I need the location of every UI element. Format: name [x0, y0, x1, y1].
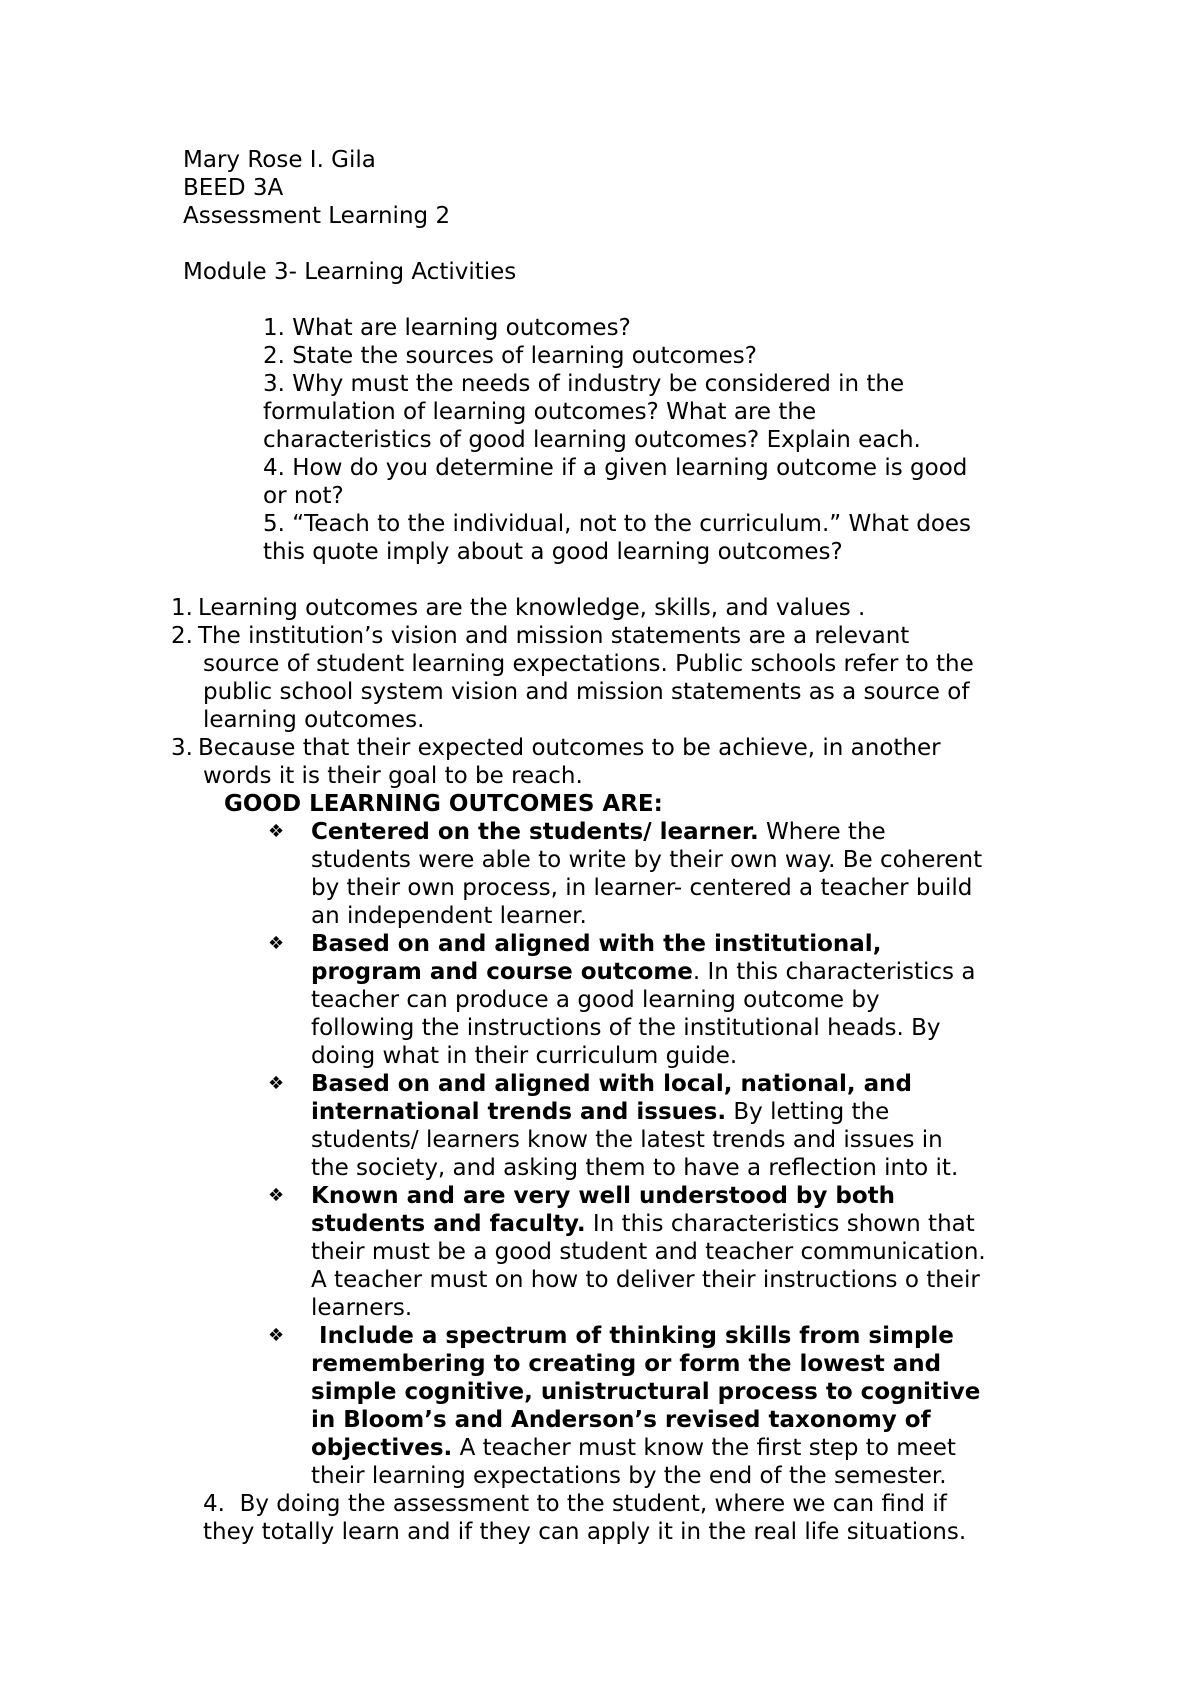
bullet-3-line-2: international trends and issues. By letting the [311, 1099, 890, 1125]
bullet-1-line-2: students were able to write by their own way. Be coherent [311, 847, 983, 873]
answer-2-line-4: learning outcomes. [203, 707, 425, 733]
bullet-4-line-5: learners. [311, 1295, 413, 1321]
bullet-5-line-4: in Bloom’s and Anderson’s revised taxonomy of [311, 1407, 931, 1433]
bullet-4-line-1: Known and are very well understood by both [311, 1183, 896, 1209]
diamond-bullet-icon: ❖ [268, 933, 285, 954]
question-3-line-2: formulation of learning outcomes? What are the [263, 399, 817, 425]
bullet-2-line-3: teacher can produce a good learning outcome by [311, 987, 880, 1013]
bullet-4-line-2: students and faculty. In this characteristics shown that [311, 1211, 975, 1237]
diamond-bullet-icon: ❖ [268, 1325, 285, 1346]
answer-1-line-1: Learning outcomes are the knowledge, skills, and values . [198, 595, 866, 621]
question-5-line-2: this quote imply about a good learning outcomes? [263, 539, 843, 565]
bullet-2-line-4: following the instructions of the institutional heads. By [311, 1015, 941, 1041]
question-1: 1. What are learning outcomes? [263, 315, 631, 341]
bullet-5-line-3: simple cognitive, unistructural process to cognitive [311, 1379, 981, 1405]
bullet-2-line-5: doing what in their curriculum guide. [311, 1043, 738, 1069]
answer-2-number: 2. [171, 623, 193, 649]
answer-4-line-1: 4. By doing the assessment to the student, where we can find if [203, 1491, 947, 1517]
question-2: 2. State the sources of learning outcomes? [263, 343, 757, 369]
answer-3-line-2: words it is their goal to be reach. [203, 763, 583, 789]
answer-1-number: 1. [171, 595, 193, 621]
student-section: BEED 3A [183, 175, 284, 201]
diamond-bullet-icon: ❖ [268, 1185, 285, 1206]
bullet-1-line-3: by their own process, in learner- centered a teacher build [311, 875, 973, 901]
answer-4-line-2: they totally learn and if they can apply it in the real life situations. [203, 1519, 967, 1545]
question-4-line-2: or not? [263, 483, 344, 509]
diamond-bullet-icon: ❖ [268, 1073, 285, 1094]
bullet-3-line-1: Based on and aligned with local, national, and [311, 1071, 912, 1097]
answer-2-line-2: source of student learning expectations. Public schools refer to the [203, 651, 974, 677]
course-title: Assessment Learning 2 [183, 203, 451, 229]
bullet-2-line-1: Based on and aligned with the institutional, [311, 931, 882, 957]
bullet-4-line-3: their must be a good student and teacher communication. [311, 1239, 986, 1265]
question-3-line-3: characteristics of good learning outcomes? Explain each. [263, 427, 921, 453]
answer-3-line-1: Because that their expected outcomes to be achieve, in another [198, 735, 941, 761]
bullet-5-line-1: Include a spectrum of thinking skills from simple [311, 1323, 954, 1349]
student-name: Mary Rose I. Gila [183, 147, 376, 173]
bullet-3-line-3: students/ learners know the latest trends and issues in [311, 1127, 943, 1153]
bullet-2-line-2: program and course outcome. In this characteristics a [311, 959, 976, 985]
answer-3-number: 3. [171, 735, 193, 761]
answer-2-line-3: public school system vision and mission statements as a source of [203, 679, 970, 705]
bullet-5-line-2: remembering to creating or form the lowest and [311, 1351, 942, 1377]
diamond-bullet-icon: ❖ [268, 821, 285, 842]
good-outcomes-heading: GOOD LEARNING OUTCOMES ARE: [224, 791, 663, 817]
module-title: Module 3- Learning Activities [183, 259, 517, 285]
bullet-1-line-4: an independent learner. [311, 903, 587, 929]
question-5-line-1: 5. “Teach to the individual, not to the curriculum.” What does [263, 511, 972, 537]
bullet-5-line-5: objectives. A teacher must know the first step to meet [311, 1435, 956, 1461]
bullet-5-line-6: their learning expectations by the end of the semester. [311, 1463, 947, 1489]
bullet-3-line-4: the society, and asking them to have a reflection into it. [311, 1155, 959, 1181]
bullet-4-line-4: A teacher must on how to deliver their instructions o their [311, 1267, 980, 1293]
bullet-1-line-1: Centered on the students/ learner. Where the [311, 819, 886, 845]
question-3-line-1: 3. Why must the needs of industry be considered in the [263, 371, 905, 397]
question-4-line-1: 4. How do you determine if a given learning outcome is good [263, 455, 968, 481]
answer-2-line-1: The institution’s vision and mission statements are a relevant [198, 623, 910, 649]
